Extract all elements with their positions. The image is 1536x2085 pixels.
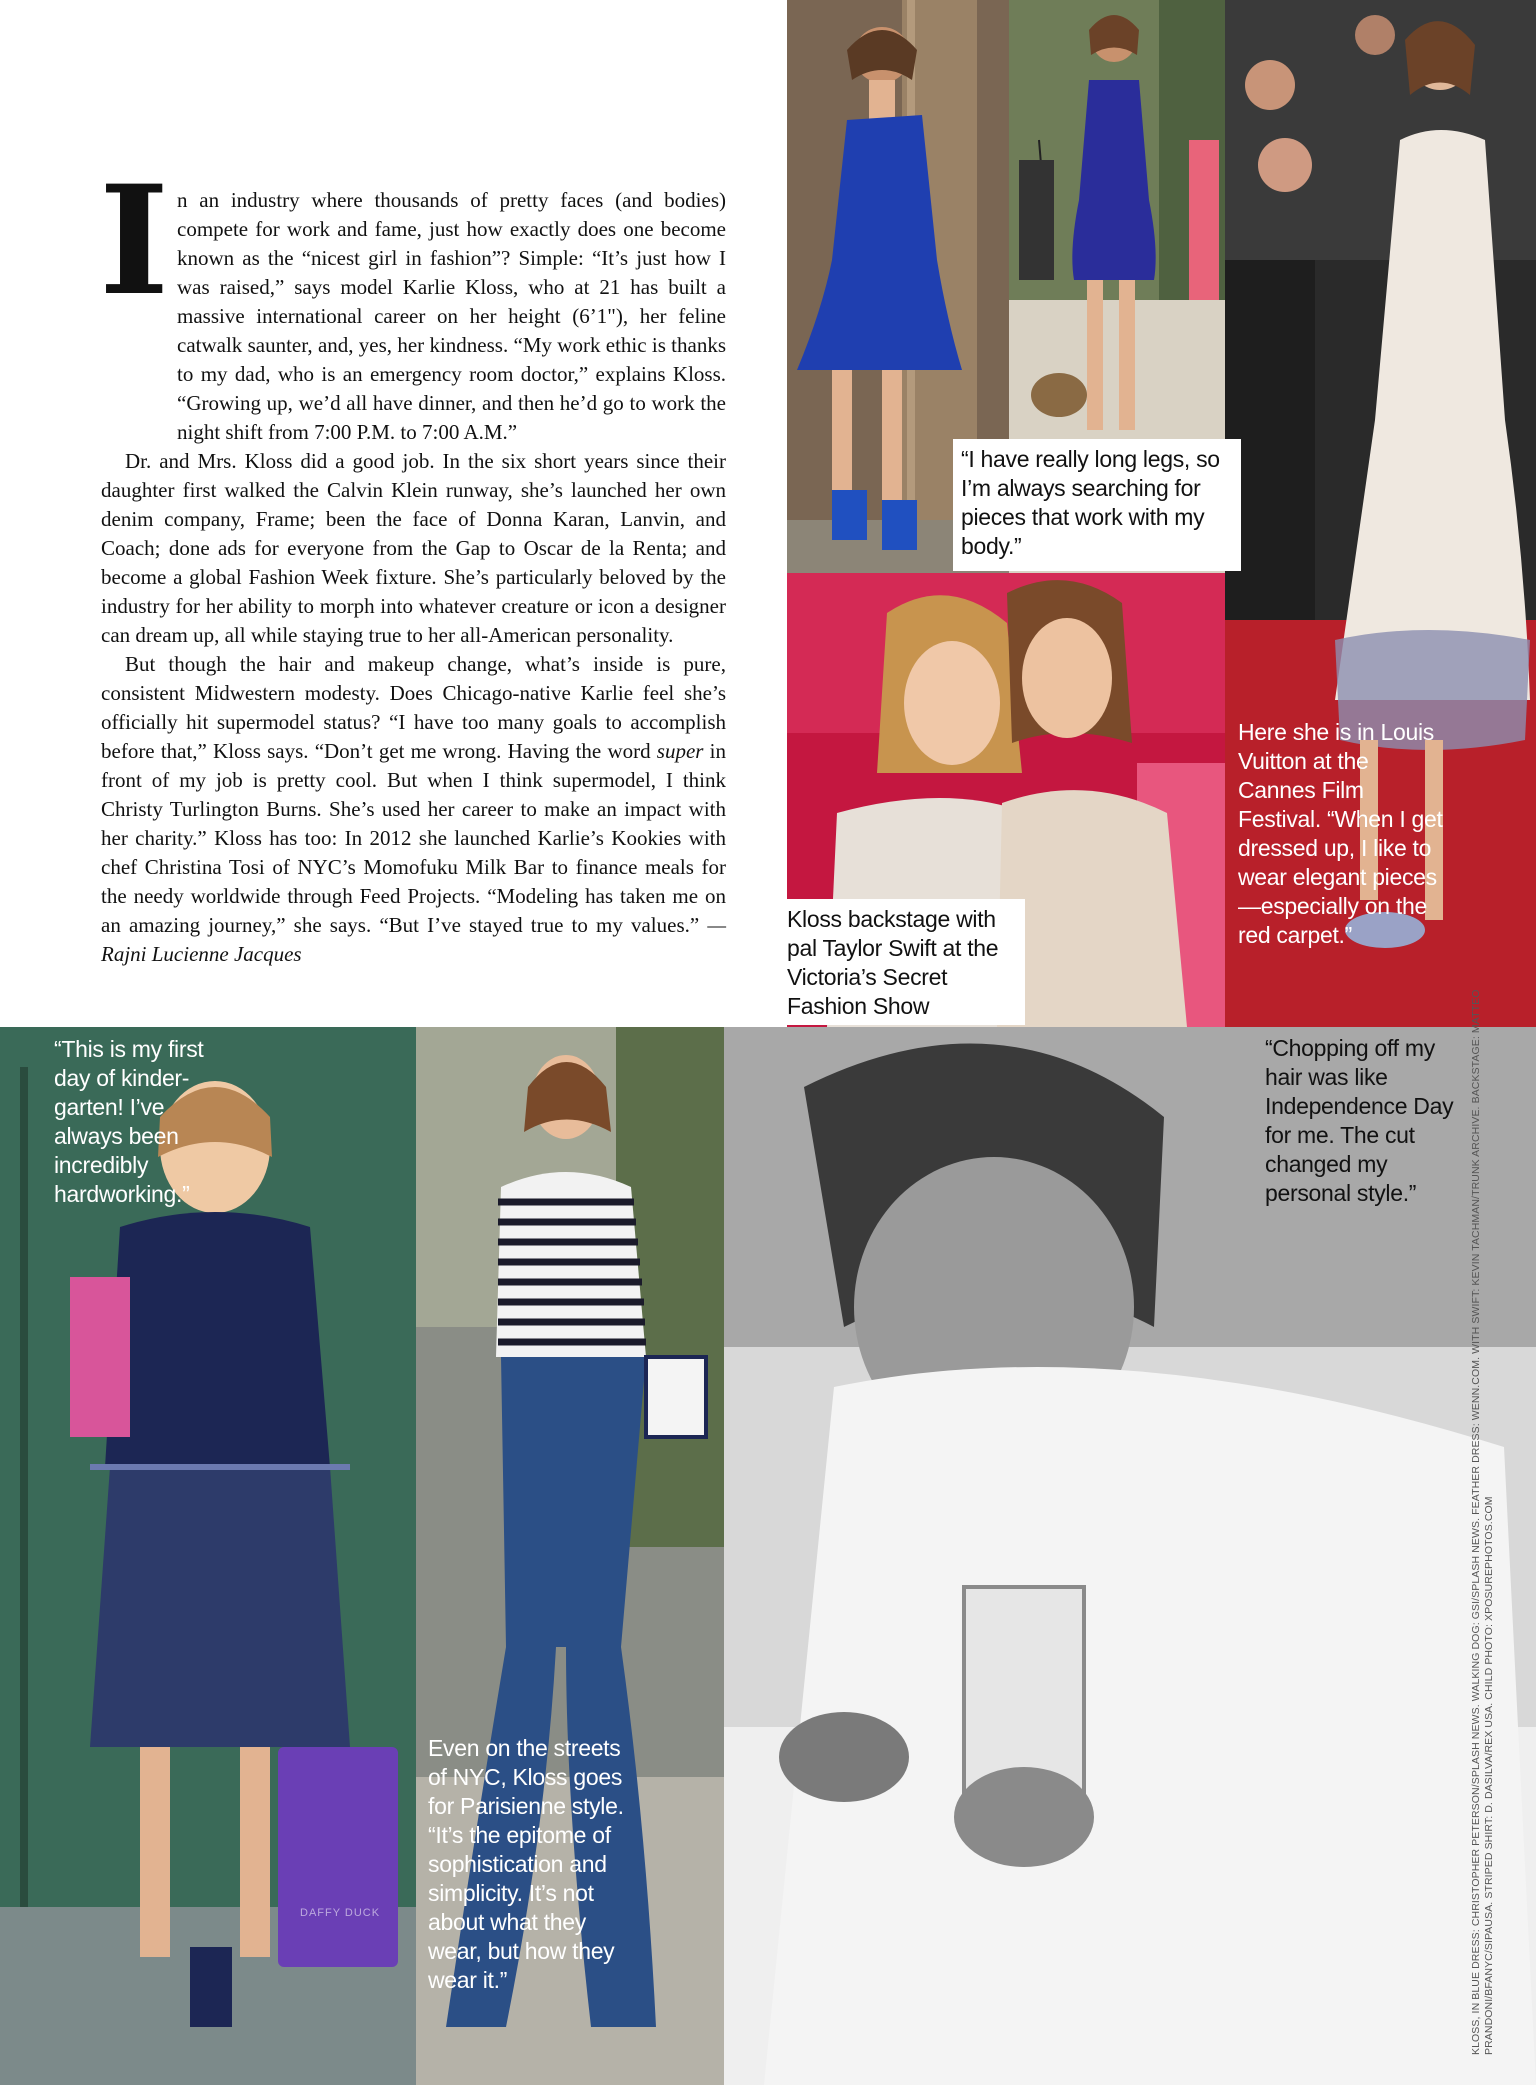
caption-nyc-style: Even on the streets of NYC, Kloss goes for Parisienne style. “It’s the epitome of sophistication and simplicity. It’s not about what they wear, but how they wear it.” bbox=[428, 1735, 624, 1993]
paragraph-2: Dr. and Mrs. Kloss did a good job. In the six short years since their daughter first walked the Calvin Klein runway, she’s launched her own denim company, Frame; been the face of Donna Karan, Lanvin, and Coach; done ads for everyone from the Gap to Oscar de la Renta; and become a global Fashion Week fixture. She’s particularly beloved by the industry for her ability to morph into whatever creature or icon a designer can dream up, all while staying true to her all-American personality. bbox=[101, 449, 726, 647]
paragraph-3-text-end: in front of my job is pretty cool. But when I think supermodel, I think Christy Turlington Burns. She’s used her career to make an impact with her charity.” Kloss has too: In 2012 she launched Karlie’s Kookies with chef Christina Tosi of NYC’s Momofuku Milk Bar to finance meals for the needy worldwide through Feed Projects. “Modeling has taken me on an amazing journey,” she says. “But I’ve stayed true to my values.” bbox=[101, 739, 726, 937]
drop-cap: I bbox=[99, 153, 170, 329]
caption-kindergarten: “This is my first day of kinder-garten! I’ve always been incredibly hardworking.” bbox=[54, 1036, 204, 1207]
paragraph-1: n an industry where thousands of pretty faces (and bodies) compete for work and fame, just how exactly does one become known as the “nicest girl in fashion”? Simple: “It’s just how I was raised,” says model Karlie Kloss, who at 21 has built a massive international career on her height (6’1"), her feline catwalk saunter, and, yes, her kindness. “My work ethic is thanks to my dad, who is an emergency room doctor,” explains Kloss. “Growing up, we’d all have dinner, and then he’d go to work the night shift from 7:00 P.M. to 7:00 A.M.” bbox=[177, 188, 726, 444]
byline: —Rajni Lucienne Jacques bbox=[101, 913, 726, 966]
lunchbox-text: DAFFY DUCK bbox=[300, 1907, 381, 1919]
article-body bbox=[99, 153, 726, 969]
paragraph-3-italic: super bbox=[656, 739, 704, 763]
caption-with-swift: Kloss backstage with pal Taylor Swift at the Victoria’s Secret Fashion Show bbox=[779, 899, 1025, 1025]
paragraph-3-text: But though the hair and makeup change, what’s inside is pure, consistent Midwestern modesty. Does Chicago-native Karlie feel she’s officially hit supermodel status? “I have too many goals to accomplish before that,” Kloss says. “Don’t get me wrong. Having the word bbox=[101, 652, 726, 763]
caption-long-legs: “I have really long legs, so I’m always searching for pieces that work with my body.” bbox=[953, 439, 1241, 571]
paragraph-3 bbox=[101, 650, 726, 969]
caption-cannes: Here she is in Louis Vuitton at the Cannes Film Festival. “When I get dressed up, I like to wear elegant pieces—especially on the red carpet.” bbox=[1238, 719, 1443, 948]
photo-credits: KLOSS, IN BLUE DRESS: CHRISTOPHER PETERSON/SPLASH NEWS. WALKING DOG: GSI/SPLASH NEWS. FEATHER DRESS: WENN.COM. WITH SWIFT: KEVIN TACHMAN/TRUNK ARCHIVE. BACKSTAGE: MATTEO PRANDONI/BFANYC/SIPAUSA. STRIPED SHIRT: D. DASILVA/REX USA. CHILD PHOTO: XPOSUREPHOTOS.COM bbox=[1470, 989, 1495, 2055]
caption-haircut: “Chopping off my hair was like Independence Day for me. The cut changed my personal style.” bbox=[1265, 1035, 1454, 1206]
